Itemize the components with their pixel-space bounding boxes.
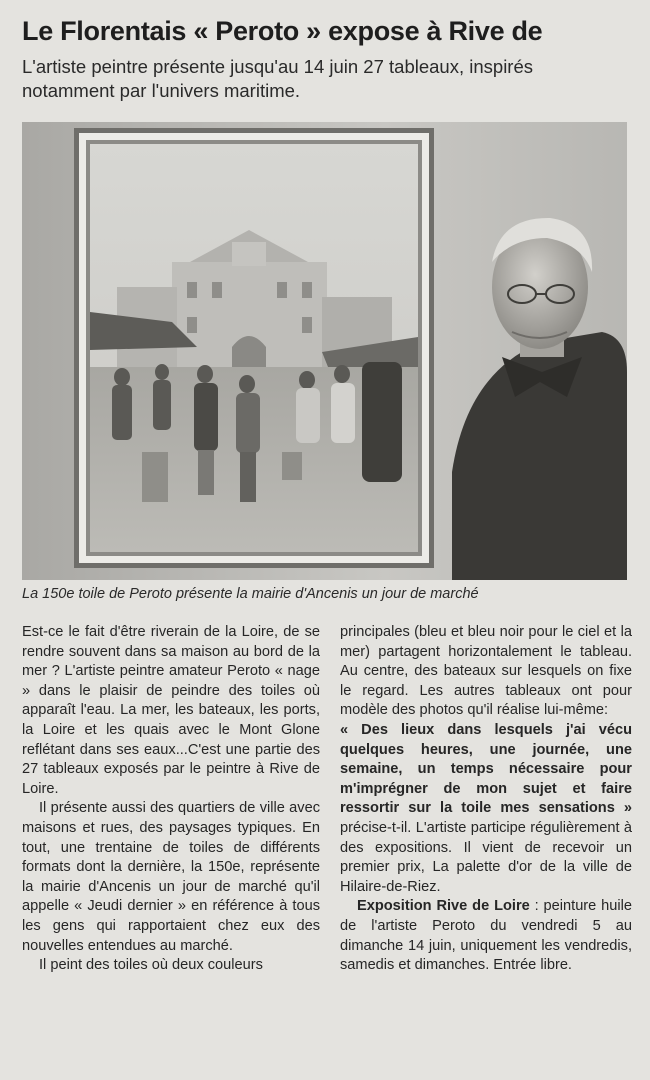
exhibition-info <box>340 897 632 975</box>
paragraph-1: Est-ce le fait d'être riverain de la Loire, de se rendre souvent dans sa maison au bord de la mer ? L'artiste peintre amateur Peroto « nage » dans le plaisir de peindre des toiles où apparaît l'eau. La mer, les bateaux, les ports, la Loire et les quais avec le Mont Glone reflétant dans ses eaux...C'est une partie des 27 tableaux exposés par le peintre à Rive de Loire. <box>22 624 320 797</box>
paragraph-3: Il peint des toiles où deux couleurs <box>39 957 263 974</box>
article-column-2 <box>340 623 632 976</box>
paragraph-2: Il présente aussi des quartiers de ville avec maisons et rues, des paysages typiques. En tout, une trentaine de toiles de différents formats dont la dernière, la 150e, représente la mairie d'Ancenis un jour de marché qu'il appelle « Jeudi dernier » en référence à tous les gens qui rapportaient chez eux des nouvelles entendues au marché. <box>22 800 320 954</box>
paragraph-4-text: principales (bleu et bleu noir pour le ciel et la mer) partagent horizontalement le tableau. Au centre, des bateaux sur lesquels on fixe le regard. Les autres tableaux ont pour modèle des photos qu'il réalise lui-même: <box>340 624 632 719</box>
exhibition-label: Exposition Rive de Loire <box>357 898 530 915</box>
paragraph-4 <box>340 623 632 897</box>
exhibition-text: : peinture huile de l'artiste Peroto du vendredi 5 au dimanche 14 juin, uniquement les vendredis, samedis et dimanches. Entrée libre. <box>340 898 632 974</box>
artist-quote: « Des lieux dans lesquels j'ai vécu quelques heures, une journée, une semaine, un temps nécessaire pour m'imprégner de mon sujet et faire ressortir sur la toile mes sensations » <box>340 721 632 817</box>
article-photo <box>22 122 627 580</box>
photo-caption: La 150e toile de Peroto présente la mairie d'Ancenis un jour de marché <box>22 586 479 602</box>
headline: Le Florentais « Peroto » expose à Rive de <box>22 16 543 46</box>
article-column-1 <box>22 623 320 976</box>
paragraph-4-end: précise-t-il. L'artiste participe régulièrement à des expositions. Il vient de recevoir un premier prix, La palette d'or de la ville de Hilaire-de-Riez. <box>340 819 632 895</box>
subheadline: L'artiste peintre présente jusqu'au 14 juin 27 tableaux, inspirés notamment par l'univers maritime. <box>22 56 533 101</box>
